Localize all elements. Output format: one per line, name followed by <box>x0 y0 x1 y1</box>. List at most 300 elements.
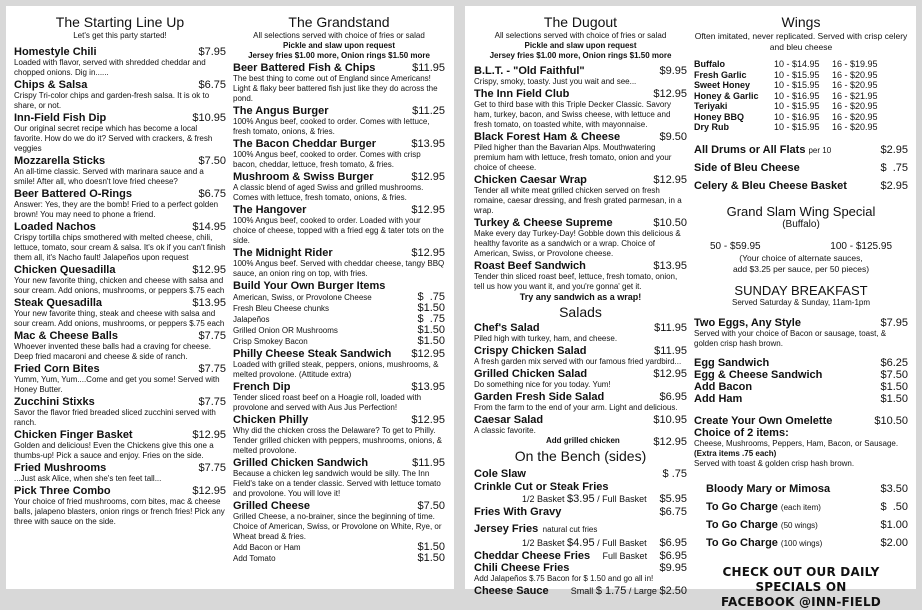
drink-label <box>706 515 818 533</box>
grandstand-section <box>233 14 445 564</box>
item-suffix: natural cut fries <box>542 525 598 534</box>
wing-extra-label <box>694 140 831 158</box>
wing-name: Buffalo <box>694 59 725 69</box>
item-price: $2.00 <box>880 536 908 549</box>
item-desc: Served with your choice of Bacon or sausage, toast, & golden crisp hash brown. <box>694 328 887 348</box>
section-subtitle: All selections served with choice of fries or salad <box>253 31 425 40</box>
drink-item <box>706 515 908 533</box>
option-label: American, Swiss, or Provolone Cheese <box>233 293 372 302</box>
item-price: $6.95 <box>659 550 687 562</box>
item-name: The Hangover <box>233 204 307 216</box>
menu-item <box>14 396 226 428</box>
item-desc: Tender all white meat grilled chicken served on fresh romaine, caesar dressing, and fresh grated parmesan, in a wrap. <box>474 186 682 215</box>
item-desc: Tender sliced roast beef on a Hoagie roll, loaded with provolone and served with Aus Jus Perfection! <box>233 393 422 412</box>
item-price: $12.95 <box>653 368 687 380</box>
breakfast-item <box>694 357 908 369</box>
menu-item-row <box>474 345 687 357</box>
item-desc: Add Jalapeños $.75 Bacon for $ 1.50 and go all in! <box>474 574 654 583</box>
item-price: $12.95 <box>411 348 445 360</box>
item-name: Cole Slaw <box>474 468 526 480</box>
section-title: The Starting Line Up <box>55 14 185 30</box>
wing-extra-price: $ .75 <box>880 161 908 174</box>
half-label: 1/2 Basket <box>522 494 565 504</box>
item-price: $14.95 <box>192 221 226 233</box>
item-name: Cheddar Cheese Fries <box>474 550 591 562</box>
item-name: Mushroom & Swiss Burger <box>233 171 374 183</box>
section-note: Pickle and slaw upon request <box>282 41 396 50</box>
full-label: Full Basket <box>602 494 647 504</box>
menu-item-row <box>474 391 687 403</box>
menu-item <box>474 368 687 390</box>
item-name: Jersey Fries <box>474 523 539 535</box>
menu-page-left <box>6 6 454 589</box>
item-price: $12.95 <box>411 414 445 426</box>
item-name: Chef's Salad <box>474 322 540 334</box>
option-label: Add Tomato <box>233 554 276 563</box>
item-name: Homestyle Chili <box>14 46 97 58</box>
menu-item-list <box>14 46 226 527</box>
item-desc: Make every day Turkey-Day! Gobble down this delicious & healthy favorite as a sandwich or a wrap. Choice of American, Swiss, or Provolone cheese. <box>474 229 681 258</box>
menu-item <box>474 131 687 173</box>
item-name: Garden Fresh Side Salad <box>474 391 605 403</box>
item-desc: Why did the chicken cross the Delaware? To get to Philly. Tender grilled chicken with peppers, mushrooms, onions, & melted provolone. <box>233 426 442 455</box>
menu-item <box>233 500 445 542</box>
wings-subtitle: Often imitated, never replicated. Served with crisp celery and bleu cheese <box>694 31 908 52</box>
wing-name: Dry Rub <box>694 122 730 132</box>
item-desc: ...Just ask Alice, when she's ten feet tall... <box>14 474 162 483</box>
item-name: Grilled Cheese <box>233 500 311 512</box>
item-desc: Answer: Yes, they are the bomb! Fried to a perfect golden brown! You may need to phone a friend. <box>14 200 219 219</box>
item-desc: An all-time classic. Served with marinara sauce and a smile! After all, who doesn't love fried cheese? <box>14 167 204 186</box>
menu-item <box>14 155 226 187</box>
menu-item <box>474 414 687 436</box>
item-desc: Piled high with turkey, ham, and cheese. <box>474 334 618 343</box>
half-price: $4.95 <box>567 537 595 549</box>
item-note: (100 wings) <box>780 538 823 548</box>
item-desc: The best thing to come out of England since Americans! Light & flaky beer battered fish just like they do across the pond. <box>233 74 438 103</box>
wing-extra-name: Side of Bleu Cheese <box>694 161 800 174</box>
item-desc: Your choice of fried mushrooms, corn bites, mac & cheese balls, jalapeno blasters, onion rings or french fries! Pick any three with sauce on the side. <box>14 497 225 526</box>
menu-item <box>14 79 226 111</box>
menu-item <box>233 414 445 456</box>
option-row <box>233 336 445 347</box>
wing-row <box>694 70 908 81</box>
item-price: $7.95 <box>198 46 226 58</box>
item-price: $7.75 <box>198 396 226 408</box>
item-desc: Your new favorite thing, steak and cheese with salsa and sour cream. Add onions, mushrooms, or peppers $.75 each <box>14 309 225 328</box>
option-price: $ .75 <box>417 291 445 303</box>
item-price: $10.50 <box>874 414 908 427</box>
breakfast-list <box>694 357 908 405</box>
menu-item <box>474 506 687 518</box>
item-name: Add Ham <box>694 392 743 405</box>
wing-extra-row <box>694 140 908 158</box>
wing-extra-price: $2.95 <box>880 179 908 192</box>
menu-item <box>233 457 445 499</box>
wing-extra-note: per 10 <box>808 145 832 155</box>
item-price: $7.75 <box>198 462 226 474</box>
wing-price-10: 10 - $16.95 <box>774 111 820 122</box>
menu-item-row <box>474 368 687 380</box>
section-subtitle: All selections served with choice of fries or salad <box>494 31 667 40</box>
menu-item <box>474 468 687 480</box>
menu-page-right <box>465 6 916 609</box>
item-desc: Yumm, Yum, Yum....Come and get you some! Served with Honey Butter. <box>14 375 220 394</box>
item-desc: Because a chicken leg sandwich would be silly. The Inn Field's take on a tender classic. Served with lettuce tomato and provolone. You will love it! <box>233 469 441 498</box>
item-name: Add Bacon <box>694 380 753 393</box>
item-name: The Angus Burger <box>233 105 329 117</box>
menu-item <box>474 391 687 413</box>
menu-item <box>14 188 226 220</box>
menu-item-row <box>14 330 226 342</box>
menu-item-row <box>14 221 226 233</box>
full-price: $6.95 <box>659 537 687 549</box>
item-price: $13.95 <box>192 297 226 309</box>
item-desc: Loaded with flavor, served with shredded cheddar and chopped onions. Dig in...... <box>14 58 206 77</box>
menu-item <box>14 297 226 329</box>
item-note: (each item) <box>780 502 821 512</box>
option-price: $ .75 <box>417 313 445 325</box>
drink-label <box>706 497 821 515</box>
addon-list <box>233 542 445 564</box>
item-price: $11.95 <box>412 457 445 469</box>
grand-slam-sub: (Buffalo) <box>782 218 820 230</box>
menu-item-row <box>474 65 687 77</box>
section-title: The Grandstand <box>288 14 390 30</box>
item-desc: Your new favorite thing, chicken and cheese with salsa and sour cream. Add onions, mushrooms, or peppers $.75 each <box>14 276 225 295</box>
half-price: $3.95 <box>567 493 595 505</box>
menu-item <box>474 562 687 574</box>
wing-name: Honey BBQ <box>694 111 745 122</box>
item-desc: 100% Angus beef, cooked to order. Comes with crisp bacon, cheddar, lettuce, fresh tomato, & fries. <box>233 150 421 169</box>
wing-name: Sweet Honey <box>694 80 751 90</box>
option-row <box>233 314 445 325</box>
menu-item <box>14 46 226 78</box>
menu-item-row <box>474 414 687 426</box>
item-price: $13.95 <box>411 138 445 150</box>
item-name: Chicken Finger Basket <box>14 429 133 441</box>
item-desc: 100% Angus beef. Served with cheddar cheese, tangy BBQ sauce, an onion ring on top, with fries. <box>233 259 445 278</box>
wing-extra-price: $2.95 <box>880 143 908 156</box>
wing-row <box>694 80 908 91</box>
item-name: Crinkle Cut or Steak Fries <box>474 481 609 493</box>
item-price: $7.50 <box>880 368 908 381</box>
wing-price-16: 16 - $20.95 <box>832 111 878 122</box>
section-note: Jersey fries $1.00 more, Onion rings $1.50 more <box>248 51 430 60</box>
menu-item-row <box>233 414 445 426</box>
option-row <box>233 325 445 336</box>
item-name: Mozzarella Sticks <box>14 155 106 167</box>
menu-item-row <box>14 297 226 309</box>
menu-item <box>233 62 445 104</box>
wing-price-10: 10 - $14.95 <box>774 59 820 69</box>
menu-item <box>474 550 687 562</box>
wing-price-10: 10 - $15.95 <box>774 122 820 132</box>
omelette-choice: Choice of 2 items: <box>694 426 789 439</box>
item-desc: Crispy Tri-color chips and garden-fresh salsa. It is ok to share, or not. <box>14 91 210 110</box>
menu-item-row <box>233 247 445 259</box>
item-desc: Loaded with grilled steak, peppers, onions, mushrooms, & melted provolone. (Attitude extra) <box>233 360 439 379</box>
item-name: Mac & Cheese Balls <box>14 330 118 342</box>
item-desc: From the farm to the end of your arm. Light and delicious. <box>474 403 678 412</box>
wing-row <box>694 101 908 112</box>
caesar-add-label: Add grilled chicken <box>546 436 620 445</box>
menu-item <box>694 415 908 427</box>
wing-extra-label <box>694 158 800 176</box>
menu-item <box>474 322 687 344</box>
item-desc: Crispy, smoky, toasty. Just you wait and see... <box>474 77 637 86</box>
item-price: $6.75 <box>659 506 687 518</box>
menu-item <box>474 260 687 292</box>
menu-item <box>14 462 226 484</box>
item-desc: Do something nice for you today. Yum! <box>474 380 611 389</box>
bench-list <box>474 468 687 597</box>
item-desc: Tender thin sliced roast beef, lettuce, fresh tomato, onion, tell us how you want it, and you're gonna' get it. <box>474 272 678 291</box>
drink-item <box>706 479 908 497</box>
item-name: The Midnight Rider <box>233 247 333 259</box>
option-price: $1.50 <box>417 552 445 564</box>
option-price: $1.50 <box>417 302 445 314</box>
item-name: Chili Cheese Fries <box>474 562 570 574</box>
menu-item <box>233 171 445 203</box>
item-name: Beer Battered O-Rings <box>14 188 132 200</box>
item-price: $12.95 <box>192 429 226 441</box>
menu-item <box>474 345 687 367</box>
item-desc: 100% Angus beef, cooked to order. Loaded with your choice of cheese, topped with a fried egg & tater tots on the side. <box>233 216 444 245</box>
menu-item-row <box>233 348 445 360</box>
item-name: Egg & Cheese Sandwich <box>694 368 823 381</box>
item-name: Chicken Quesadilla <box>14 264 116 276</box>
menu-item <box>233 138 445 170</box>
item-desc: Crispy tortilla chips smothered with melted cheese, chili, lettuce, tomato, sour cream & salsa. It's ok if you can't finish them all, it's Nacho fault! Jalapeños upon request <box>14 233 226 262</box>
option-label: Jalapeños <box>233 315 270 324</box>
wing-price-table <box>694 59 908 133</box>
wing-price-16: 16 - $20.95 <box>832 122 878 132</box>
item-name: Black Forest Ham & Cheese <box>474 131 621 143</box>
option-row <box>233 553 445 564</box>
menu-item-row <box>14 485 226 497</box>
byo-option-list <box>233 292 445 347</box>
item-price: $12.95 <box>411 171 445 183</box>
small-label: Small <box>570 586 594 596</box>
item-name: Pick Three Combo <box>14 485 111 497</box>
starting-lineup-section <box>14 14 226 527</box>
menu-item-row <box>14 79 226 91</box>
wing-extras <box>694 140 908 194</box>
item-price: $7.75 <box>198 330 226 342</box>
item-name: Two Eggs, Any Style <box>694 316 801 329</box>
drink-list <box>694 479 908 551</box>
option-label: Add Bacon or Ham <box>233 543 301 552</box>
menu-item-row <box>474 217 687 229</box>
full-price: $5.95 <box>659 493 687 505</box>
item-price: $12.95 <box>411 204 445 216</box>
option-price: $1.50 <box>417 335 445 347</box>
wing-extra-row <box>694 176 908 194</box>
item-price: $13.95 <box>653 260 687 272</box>
wing-price-16: 16 - $19.95 <box>832 59 878 69</box>
menu-item <box>474 585 687 597</box>
grand-slam-title: Grand Slam Wing Special <box>726 203 876 219</box>
item-price: $ .50 <box>880 500 908 513</box>
drink-label <box>706 533 822 551</box>
menu-item-row <box>14 155 226 167</box>
wing-row <box>694 91 908 102</box>
wing-price-16: 16 - $20.95 <box>832 69 878 80</box>
section-note: Jersey fries $1.00 more, Onion rings $1.50 more <box>489 51 672 60</box>
item-name: Roast Beef Sandwich <box>474 260 586 272</box>
item-price: $6.75 <box>198 188 226 200</box>
wing-price-10: 10 - $15.95 <box>774 101 820 111</box>
wing-price-10: 10 - $15.95 <box>774 69 820 80</box>
grand-slam-note: add $3.25 per sauce, per 50 pieces) <box>732 263 870 274</box>
grand-slam-50: 50 - $59.95 <box>710 240 761 252</box>
menu-item <box>474 174 687 216</box>
option-row <box>233 303 445 314</box>
item-price: $7.75 <box>198 363 226 375</box>
item-price: $1.50 <box>880 392 908 405</box>
wings-breakfast-section <box>694 14 908 610</box>
option-price: $1.50 <box>417 541 445 553</box>
item-name: Egg Sandwich <box>694 356 770 369</box>
item-price: $3.50 <box>880 482 908 495</box>
menu-item-row <box>233 500 445 512</box>
grand-slam-100: 100 - $125.95 <box>830 240 892 252</box>
grand-slam-note: (Your choice of alternate sauces, <box>739 252 863 263</box>
breakfast-item <box>694 369 908 381</box>
menu-item <box>474 65 687 87</box>
item-price: $9.95 <box>659 65 687 77</box>
option-label: Grilled Onion OR Mushrooms <box>233 326 338 335</box>
menu-item <box>233 247 445 279</box>
item-desc: 100% Angus beef, cooked to order. Comes with lettuce, fresh tomato, onions, & fries. <box>233 117 430 136</box>
menu-item-row <box>233 457 445 469</box>
item-name: Fried Corn Bites <box>14 363 100 375</box>
item-desc: Grilled Cheese, a no-brainer, since the beginning of time. Choice of American, Swiss, or Provolone on White, Rye, or Wheat bread & fries. <box>233 512 442 541</box>
menu-item-list <box>474 65 687 292</box>
bench-title: On the Bench (sides) <box>514 448 647 464</box>
menu-item-row <box>233 105 445 117</box>
menu-item-list <box>233 348 445 542</box>
item-desc: A classic blend of aged Swiss and grilled mushrooms. Comes with lettuce, fresh tomato, onions, & fries. <box>233 183 424 202</box>
omelette-options: Cheese, Mushrooms, Peppers, Ham, Bacon, or Sausage. <box>694 438 899 448</box>
item-name: Philly Cheese Steak Sandwich <box>233 348 392 360</box>
jersey-price-row <box>474 537 687 549</box>
menu-item-row <box>14 46 226 58</box>
item-name: Create Your Own Omelette <box>694 414 833 427</box>
wing-price-16: 16 - $20.95 <box>832 101 878 111</box>
item-price: $7.95 <box>880 316 908 329</box>
item-price: $1.50 <box>880 380 908 393</box>
item-desc: A fresh garden mix served with our famous fried yardbird... <box>474 357 682 366</box>
item-price: $10.95 <box>192 112 226 124</box>
menu-item-row <box>474 322 687 334</box>
menu-item-row <box>14 264 226 276</box>
item-name: B.L.T. - "Old Faithful" <box>474 65 585 77</box>
item-name: To Go Charge <box>706 518 778 531</box>
crinkle-price-row <box>474 493 687 505</box>
item-name: The Inn Field Club <box>474 88 570 100</box>
item-label: Full Basket <box>602 551 648 561</box>
item-price: $12.95 <box>653 174 687 186</box>
item-name: The Bacon Cheddar Burger <box>233 138 377 150</box>
menu-item <box>14 330 226 362</box>
item-price: $12.95 <box>411 247 445 259</box>
wing-extra-name: Celery & Bleu Cheese Basket <box>694 179 847 192</box>
item-price: $11.95 <box>654 345 687 357</box>
menu-item-row <box>233 204 445 216</box>
wing-name: Honey & Garlic <box>694 90 759 101</box>
item-price: $12.95 <box>192 485 226 497</box>
menu-item-row <box>233 62 445 74</box>
breakfast-title: SUNDAY BREAKFAST <box>734 282 868 298</box>
item-desc: Piled higher than the Bavarian Alps. Mouthwatering premium ham with lettuce, fresh tomato, onion and your choice of cheese. <box>474 143 672 172</box>
menu-item <box>694 317 908 329</box>
item-desc: Get to third base with this Triple Decker Classic. Savory ham, turkey, bacon, and Swiss cheese, with lettuce and fresh tomato, on toasted white, with mayonnaise. <box>474 100 671 129</box>
item-desc: Golden and delicious! Even the Chickens give this one a thumbs-up! Pick a sauce and enjoy. Fries on the side. <box>14 441 214 460</box>
option-label: Fresh Bleu Cheese chunks <box>233 304 330 313</box>
menu-item-row <box>233 171 445 183</box>
wrap-note: Try any sandwich as a wrap! <box>519 292 642 302</box>
item-price: $10.50 <box>653 217 687 229</box>
item-price: $11.25 <box>412 105 445 117</box>
wing-row <box>694 112 908 123</box>
wings-title: Wings <box>781 14 821 30</box>
menu-item-row <box>233 381 445 393</box>
breakfast-item <box>694 381 908 393</box>
item-note: (50 wings) <box>780 520 818 530</box>
salads-title: Salads <box>559 304 602 320</box>
item-price: $7.50 <box>198 155 226 167</box>
omelette-served: Served with toast & golden crisp hash brown. <box>694 458 855 468</box>
item-name: Crispy Chicken Salad <box>474 345 587 357</box>
section-note: Pickle and slaw upon request <box>524 41 637 50</box>
omelette-extra: (Extra items .75 each) <box>694 448 777 458</box>
item-price: $11.95 <box>412 62 445 74</box>
item-name: Chicken Philly <box>233 414 309 426</box>
item-price: $6.75 <box>198 79 226 91</box>
item-price: $6.95 <box>659 391 687 403</box>
caesar-add-price: $12.95 <box>653 436 687 448</box>
menu-item-row <box>14 429 226 441</box>
item-name: Steak Quesadilla <box>14 297 103 309</box>
menu-item-row <box>14 112 226 124</box>
item-name: French Dip <box>233 381 291 393</box>
menu-item <box>14 485 226 527</box>
item-name: Fried Mushrooms <box>14 462 107 474</box>
menu-item <box>233 348 445 380</box>
menu-item <box>233 105 445 137</box>
breakfast-item <box>694 393 908 405</box>
wing-price-16: 16 - $21.95 <box>832 90 878 101</box>
item-desc: Savor the flavor fried breaded sliced zucchini served with ranch. <box>14 408 216 427</box>
item-name: Grilled Chicken Sandwich <box>233 457 369 469</box>
item-name: Cheese Sauce <box>474 585 549 597</box>
item-price: $ .75 <box>662 468 687 480</box>
dugout-section <box>474 14 687 597</box>
item-price: $11.95 <box>654 322 687 334</box>
byo-title: Build Your Own Burger Items <box>233 280 386 292</box>
wing-extra-name: All Drums or All Flats <box>694 143 806 156</box>
salad-list <box>474 322 687 436</box>
item-name: Bloody Mary or Mimosa <box>706 482 831 495</box>
menu-item <box>14 112 226 154</box>
wing-extra-label <box>694 176 847 194</box>
menu-item <box>474 217 687 259</box>
facebook-callout <box>694 565 908 610</box>
item-price: $12.95 <box>192 264 226 276</box>
caesar-add-row <box>474 436 687 448</box>
